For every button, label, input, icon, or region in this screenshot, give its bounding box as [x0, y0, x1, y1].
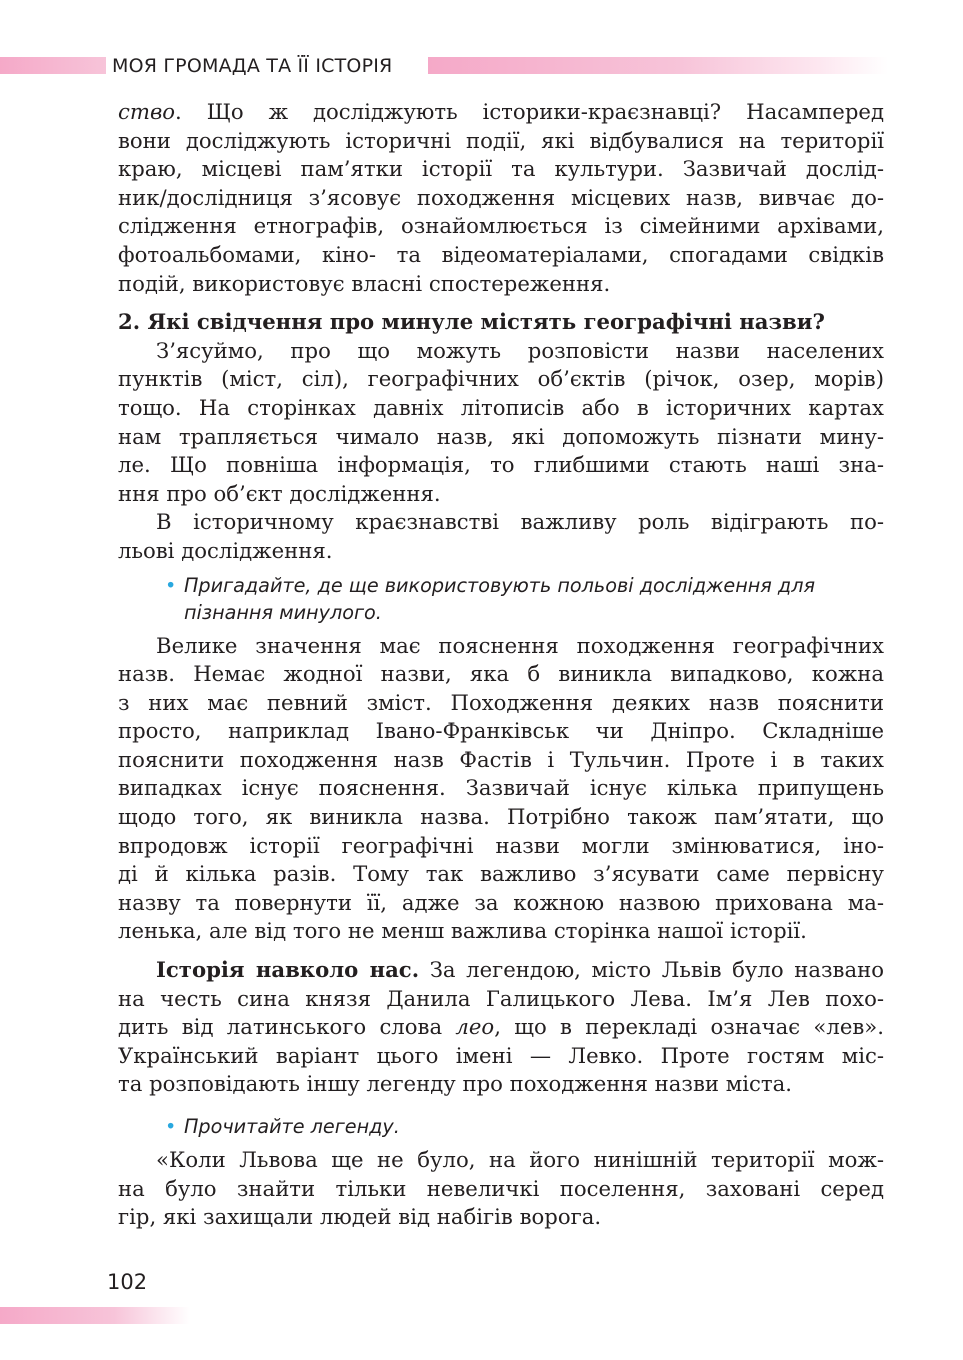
text-line: «Коли Львова ще не було, на його нинішній території мож-	[156, 1147, 884, 1172]
section-heading: 2. Які свідчення про минуле містять географічні назви?	[118, 309, 825, 335]
text-line: тощо. На сторінках давніх літописів або в історичних картах	[118, 394, 884, 420]
text-line: Велике значення має пояснення походження географічних	[156, 632, 884, 658]
text-line: ді й кілька разів. Тому так важливо з’ясувати саме первісну	[118, 861, 884, 887]
task-line: Пригадайте, де ще використовують польові дослідження для	[184, 573, 816, 597]
text-line: назву та повернути її, адже за кожною назвою прихована ма-	[118, 889, 884, 915]
page-number: 102	[107, 1270, 148, 1294]
footer-accent-bar	[0, 1307, 190, 1324]
bold-lead: Історія навколо нас.	[156, 957, 420, 983]
text-line: випадках існує пояснення. Зазвичай існує кілька припущень	[118, 775, 884, 801]
text-line: вони досліджують історичні події, які відбувалися на території	[118, 127, 884, 153]
text-line: З’ясуймо, про що можуть розповісти назви населених	[156, 337, 884, 363]
paragraph-legend	[118, 1146, 884, 1232]
text-line: ник/дослідниця з’ясовує походження місцевих назв, вивчає до-	[118, 184, 884, 210]
text-line: на було знайти тільки невеличкі поселення, заховані серед	[118, 1175, 884, 1201]
bullet-icon: •	[165, 1115, 177, 1138]
text-line: ленька, але від того не менш важлива сторінка нашої історії.	[118, 918, 807, 944]
text-line: слідження етнографів, ознайомлюється із сімейними архівами,	[118, 213, 884, 239]
text-line: просто, наприклад Івано-Франківськ чи Дніпро. Складніше	[118, 718, 884, 744]
bullet-icon: •	[165, 573, 177, 597]
text-line: пунктів (міст, сіл), географічних об’єктів (річок, озер, морів)	[118, 366, 884, 392]
text-line: та розповідають іншу легенду про походження назви міста.	[118, 1071, 792, 1097]
section-running-title: МОЯ ГРОМАДА ТА ЇЇ ІСТОРІЯ	[112, 55, 393, 77]
text-line: з них має певний зміст. Походження деяких назв пояснити	[118, 689, 884, 715]
text-line: Історія навколо нас. За легендою, місто Львів було названо	[156, 957, 884, 983]
text-line: ство. Що ж досліджують історики-краєзнавці? Насамперед	[118, 99, 884, 124]
paragraph-geonames	[118, 337, 884, 509]
text-line: Український варіант цього імені — Левко. Проте гостям міс-	[118, 1042, 884, 1068]
text-line: льові дослідження.	[118, 537, 333, 563]
task-read-legend	[118, 1113, 884, 1140]
text-line: нам трапляється чимало назв, які допоможуть пізнати мину-	[118, 423, 884, 449]
text-line: впродовж історії географічні назви могли змінюватися, іно-	[118, 832, 884, 858]
header-accent-bar-right	[428, 57, 888, 74]
text-line: дить від латинського слова лео, що в перекладі означає «лев».	[118, 1014, 884, 1040]
text-line: В історичному краєзнавстві важливу роль відіграють по-	[156, 509, 884, 535]
text-line: ле. Що повніша інформація, то глибшими стають наші зна-	[118, 452, 884, 478]
text-line: гір, які захищали людей від набігів ворога.	[118, 1204, 602, 1230]
task-line: Прочитайте легенду.	[184, 1115, 400, 1138]
paragraph-historians	[118, 98, 884, 298]
text-line: краю, місцеві пам’ятки історії та культури. Зазвичай дослід-	[118, 156, 884, 182]
text-line: ння про об’єкт дослідження.	[118, 480, 441, 506]
paragraph-history-around-us	[118, 956, 884, 1099]
text-line: на честь сина князя Данила Галицького Лева. Ім’я Лев похо-	[118, 985, 884, 1011]
task-line: пізнання минулого.	[184, 600, 382, 624]
header-accent-bar-left	[0, 57, 106, 74]
italic-word: лео	[455, 1014, 495, 1040]
text-line: назв. Немає жодної назви, яка б виникла випадково, кожна	[118, 661, 884, 687]
task-recall	[118, 572, 884, 626]
paragraph-name-origins	[118, 632, 884, 947]
text-line: щодо того, як виникла назва. Потрібно також пам’ятати, що	[118, 804, 884, 830]
italic-word: ство	[118, 99, 176, 124]
page-content	[118, 98, 884, 1232]
text-line: фотоальбомами, кіно- та відеоматеріалами, спогадами свідків	[118, 241, 884, 267]
text-line: подій, використовує власні спостереження.	[118, 270, 611, 296]
text-line: пояснити походження назв Фастів і Тульчин. Проте і в таких	[118, 746, 884, 772]
paragraph-field-research	[118, 508, 884, 565]
